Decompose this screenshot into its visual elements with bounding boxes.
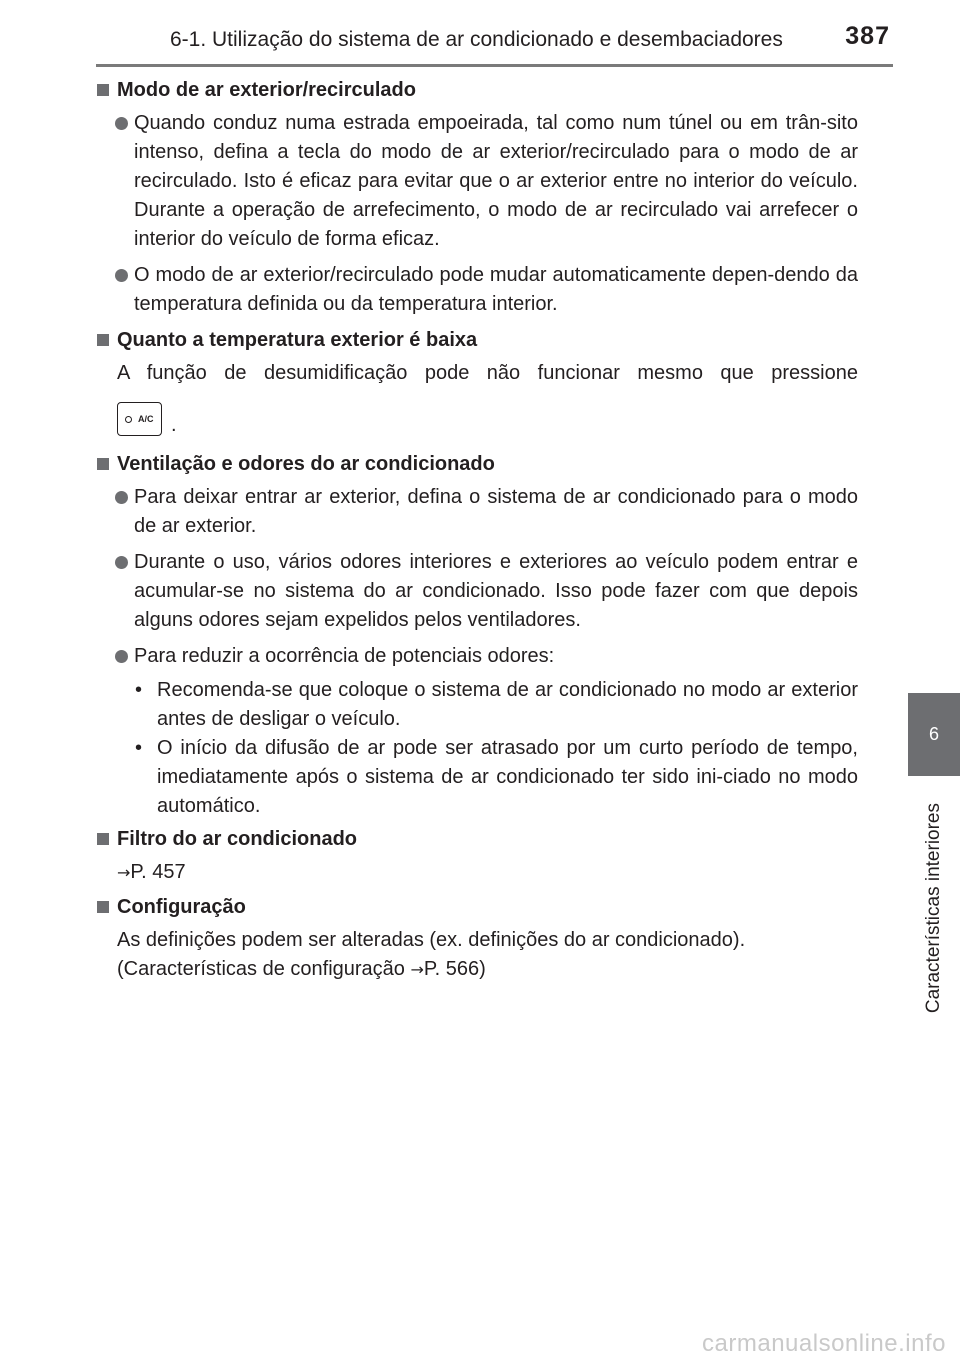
page-reference: (Características de configuração →P. 566): [117, 958, 486, 980]
arrow-right-icon: →: [117, 863, 131, 882]
list-item: Para reduzir a ocorrência de potenciais odores:: [96, 642, 858, 671]
square-bullet-icon: [97, 901, 109, 913]
circle-bullet-icon: [115, 117, 128, 130]
page-number: 387: [845, 22, 890, 50]
section-heading-ventilation-odors: Ventilação e odores do ar condicionado: [96, 450, 858, 479]
chapter-side-label: [908, 788, 960, 1028]
indicator-light-icon: [125, 416, 132, 423]
running-header-title: 6-1. Utilização do sistema de ar condicionado e desembaciadores: [170, 28, 783, 51]
circle-bullet-icon: [115, 269, 128, 282]
page-content: [96, 76, 858, 990]
section-heading-configuration: Configuração: [96, 893, 858, 922]
section-heading-outside-recirculated: Modo de ar exterior/recirculado: [96, 76, 858, 105]
arrow-right-icon: →: [410, 960, 424, 979]
square-bullet-icon: [97, 833, 109, 845]
circle-bullet-icon: [115, 491, 128, 504]
chapter-number: 6: [928, 724, 939, 744]
watermark: carmanualsonline.info: [702, 1330, 946, 1357]
square-bullet-icon: [97, 458, 109, 470]
square-bullet-icon: [97, 84, 109, 96]
ac-button-row: [96, 394, 858, 444]
list-item: Quando conduz numa estrada empoeirada, tal como num túnel ou em trân-sito intenso, defina a tecla do modo de ar exterior/recirculado para o modo de ar recirculado. Isto é eficaz para evitar que o ar exterior entre no interior do veículo. Durante a operação de arrefecimento, o modo de ar recirculado vai arrefecer o interior do veículo de forma eficaz.: [96, 109, 858, 254]
page-reference: →P. 457: [117, 861, 186, 883]
dot-bullet-icon: •: [135, 737, 143, 759]
chapter-label: Características interiores: [923, 802, 944, 1014]
sub-list: [96, 676, 858, 821]
list-item: Durante o uso, vários odores interiores e exteriores ao veículo podem entrar e acumular-se no sistema do ar condicionado. Isso pode fazer com que depois alguns odores sejam expelidos pelos ventiladores.: [96, 548, 858, 635]
section-heading-air-filter: Filtro do ar condicionado: [96, 825, 858, 854]
header-divider: [96, 64, 893, 67]
sentence-end: .: [171, 413, 177, 436]
list-item: O modo de ar exterior/recirculado pode mudar automaticamente depen-dendo da temperatura definida ou da temperatura interior.: [96, 261, 858, 319]
ac-button-icon: A/C: [117, 402, 162, 436]
sub-list-item: • Recomenda-se que coloque o sistema de ar condicionado no modo ar exterior antes de desligar o veículo.: [96, 676, 858, 734]
list-item: Para deixar entrar ar exterior, defina o sistema de ar condicionado para o modo de ar exterior.: [96, 483, 858, 541]
square-bullet-icon: [97, 334, 109, 346]
paragraph: A função de desumidificação pode não funcionar mesmo que pressione: [117, 362, 858, 384]
sub-list-item: • O início da difusão de ar pode ser atrasado por um curto período de tempo, imediatamente após o sistema de ar condicionado ter sido ini-ciado no modo automático.: [96, 734, 858, 821]
circle-bullet-icon: [115, 650, 128, 663]
circle-bullet-icon: [115, 556, 128, 569]
dot-bullet-icon: •: [135, 679, 143, 701]
paragraph: As definições podem ser alteradas (ex. definições do ar condicionado).: [117, 929, 746, 951]
section-heading-low-outside-temperature: Quanto a temperatura exterior é baixa: [96, 326, 858, 355]
chapter-tab: [908, 693, 960, 776]
